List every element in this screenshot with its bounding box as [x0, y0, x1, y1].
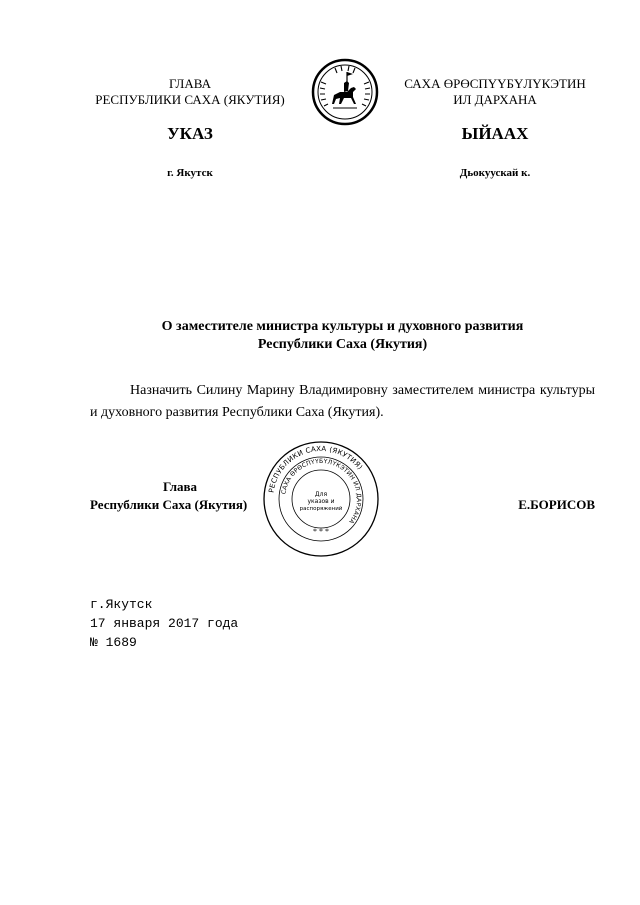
official-seal-stamp [262, 440, 380, 558]
signatory-title-line1: Глава [162, 479, 198, 494]
coat-of-arms-emblem [311, 58, 379, 126]
seal-center-line3: распоряжений [299, 506, 343, 512]
footer-number: № 1689 [90, 635, 137, 650]
seal-center-line2: указов и [307, 498, 335, 505]
document-title-sah: ЫЙААХ [461, 124, 529, 143]
city-ru: г. Якутск [167, 167, 213, 179]
svg-text:РЕСПУБЛИКИ САХА (ЯКУТИЯ): РЕСПУБЛИКИ САХА (ЯКУТИЯ) [267, 444, 365, 494]
footer-date: 17 января 2017 года [90, 616, 239, 631]
signatory-title-line2: Республики Саха (Якутия) [90, 497, 248, 512]
subject-line-2: Республики Саха (Якутия) [257, 337, 428, 352]
seal-center-line1: Для [314, 491, 328, 498]
document-subject [90, 318, 595, 354]
header-right-line2: ИЛ ДАРХАНА [453, 92, 537, 107]
header-left-line1: ГЛАВА [169, 76, 211, 91]
signatory-name: Е.БОРИСОВ [518, 497, 595, 512]
header-right [390, 76, 600, 108]
svg-text:САХА ӨРӨСПҮҮБҮЛҮКЭТИН ИЛ ДАРХА: САХА ӨРӨСПҮҮБҮЛҮКЭТИН ИЛ ДАРХАНА [280, 457, 363, 525]
footer-place: г.Якутск [90, 597, 153, 612]
subject-line-1: О заместителе министра культуры и духовного развития [161, 319, 524, 334]
decree-footer [90, 595, 238, 652]
header-left-line2: РЕСПУБЛИКИ САХА (ЯКУТИЯ) [95, 92, 285, 107]
document-title-ru: УКАЗ [167, 124, 213, 143]
svg-text:* * *: * * * [313, 527, 329, 536]
header-right-line1: САХА ӨРӨСПҮҮБҮЛҮКЭТИН [404, 76, 586, 91]
decree-body: Назначить Силину Марину Владимировну заместителем министра культуры и духовного развития Республики Саха (Якутия). [90, 383, 595, 420]
city-sah: Дьокуускай к. [459, 167, 531, 179]
header-left [80, 76, 300, 108]
